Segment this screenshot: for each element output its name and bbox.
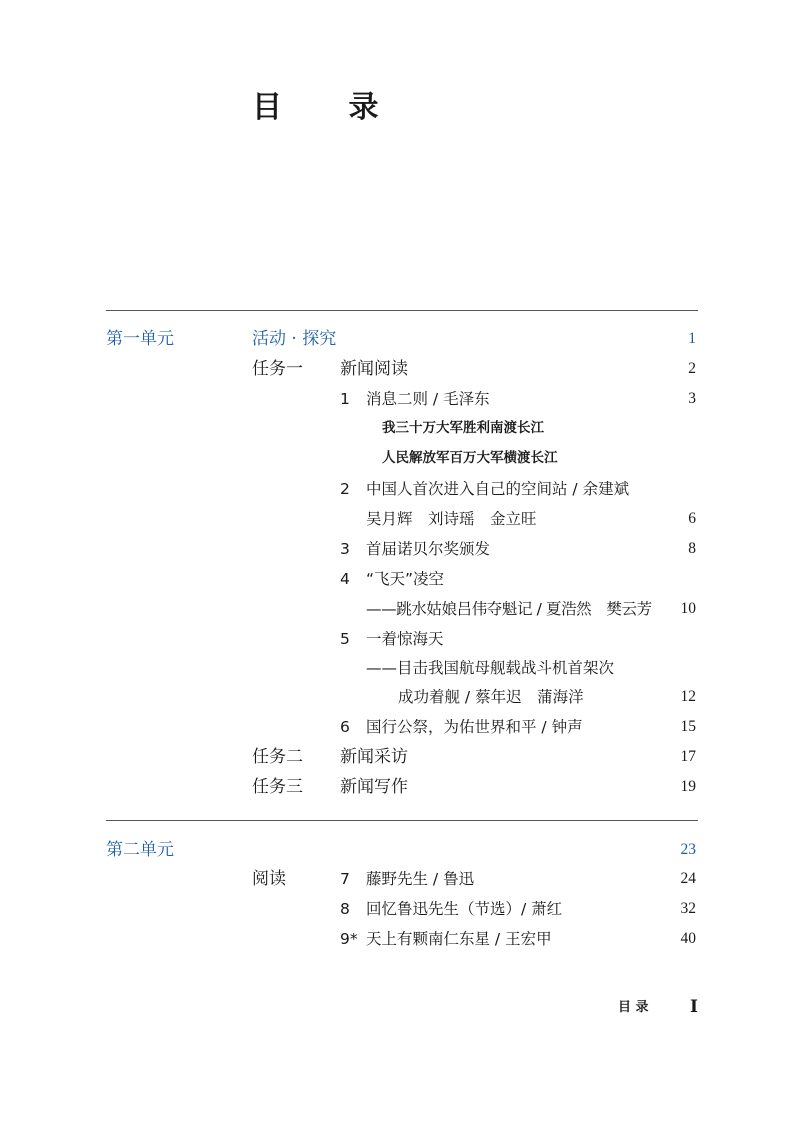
reading-label: 阅读: [252, 869, 286, 889]
lesson-5-subtitle-cont: 成功着舰 / 蔡年迟 蒲海洋: [398, 688, 584, 706]
lesson-9-title[interactable]: 天上有颗南仁东星 / 王宏甲: [366, 930, 552, 948]
section-divider-unit1: [106, 310, 698, 311]
lesson-3-title[interactable]: 首届诺贝尔奖颁发: [366, 540, 491, 558]
unit2-page: 23: [680, 841, 696, 858]
lesson-1-number: 1: [340, 390, 350, 408]
lesson-6-page: 15: [680, 718, 696, 735]
unit1-activity-title[interactable]: 活动 · 探究: [252, 329, 337, 349]
lesson-8-page: 32: [680, 900, 696, 917]
task1-page: 2: [688, 360, 696, 377]
lesson-5-number: 5: [340, 630, 350, 648]
unit2-label[interactable]: 第二单元: [106, 840, 174, 860]
task1-label: 任务一: [252, 359, 303, 379]
lesson-4-page: 10: [680, 600, 696, 617]
lesson-5-subtitle: ——目击我国航母舰载战斗机首架次: [366, 659, 615, 677]
lesson-3-page: 8: [688, 540, 696, 557]
lesson-1-sub-1[interactable]: 我三十万大军胜利南渡长江: [382, 420, 544, 436]
lesson-5-page: 12: [680, 688, 696, 705]
lesson-7-title[interactable]: 藤野先生 / 鲁迅: [366, 870, 475, 888]
lesson-7-number: 7: [340, 870, 350, 888]
lesson-9-page: 40: [680, 930, 696, 947]
task3-page: 19: [680, 778, 696, 795]
lesson-8-number: 8: [340, 900, 350, 918]
unit1-label[interactable]: 第一单元: [106, 329, 174, 349]
task3-label: 任务三: [252, 777, 303, 797]
task1-name[interactable]: 新闻阅读: [340, 359, 408, 379]
lesson-8-title[interactable]: 回忆鲁迅先生（节选）/ 萧红: [366, 900, 563, 918]
footer-label: 目 录: [618, 1000, 649, 1015]
task2-page: 17: [680, 748, 696, 765]
lesson-9-number: 9*: [340, 930, 358, 948]
lesson-2-number: 2: [340, 480, 350, 498]
task2-name[interactable]: 新闻采访: [340, 747, 408, 767]
lesson-2-authors: 吴月辉 刘诗瑶 金立旺: [366, 510, 537, 528]
task3-name[interactable]: 新闻写作: [340, 777, 408, 797]
lesson-1-title[interactable]: 消息二则 / 毛泽东: [366, 390, 490, 408]
lesson-4-title[interactable]: “飞天”凌空: [366, 570, 445, 588]
lesson-6-number: 6: [340, 718, 350, 736]
unit1-activity-page: 1: [688, 330, 696, 347]
lesson-2-title[interactable]: 中国人首次进入自己的空间站 / 余建斌: [366, 480, 630, 498]
lesson-5-title[interactable]: 一着惊海天: [366, 630, 444, 648]
footer-page-number: I: [690, 997, 698, 1017]
task2-label: 任务二: [252, 747, 303, 767]
page-title: 目 录: [252, 90, 407, 125]
lesson-3-number: 3: [340, 540, 350, 558]
lesson-4-subtitle: ——跳水姑娘吕伟夺魁记 / 夏浩然 樊云芳: [366, 600, 652, 618]
lesson-2-page: 6: [688, 510, 696, 527]
lesson-7-page: 24: [680, 870, 696, 887]
lesson-1-sub-2[interactable]: 人民解放军百万大军横渡长江: [382, 450, 558, 466]
lesson-6-title[interactable]: 国行公祭，为佑世界和平 / 钟声: [366, 718, 583, 736]
lesson-1-page: 3: [688, 390, 696, 407]
section-divider-unit2: [106, 820, 698, 821]
lesson-4-number: 4: [340, 570, 350, 588]
